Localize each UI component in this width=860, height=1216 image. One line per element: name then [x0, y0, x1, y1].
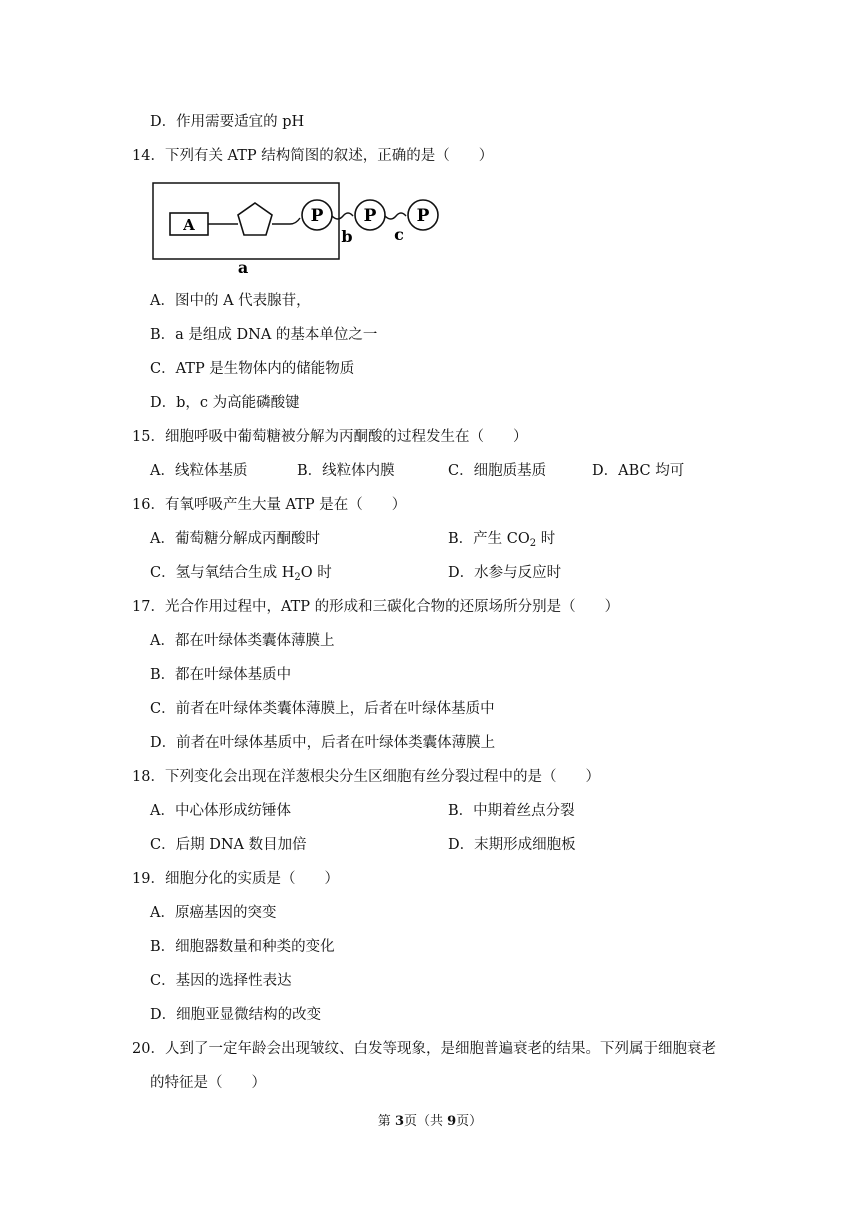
high-energy-bond-c — [385, 213, 406, 219]
q13-option-d: D．作用需要适宜的 pH — [150, 114, 305, 130]
q17-option-c: C．前者在叶绿体类囊体薄膜上，后者在叶绿体基质中 — [150, 701, 495, 717]
q20-stem-line1: 20．人到了一定年龄会出现皱纹、白发等现象，是细胞普遍衰老的结果。下列属于细胞衰老 — [132, 1041, 716, 1057]
q17-stem: 17．光合作用过程中，ATP 的形成和三碳化合物的还原场所分别是（ ） — [132, 599, 620, 615]
q19-option-c: C．基因的选择性表达 — [150, 973, 292, 989]
q19-stem: 19．细胞分化的实质是（ ） — [132, 871, 339, 887]
q14-option-c: C．ATP 是生物体内的储能物质 — [150, 361, 355, 377]
q15-option-c: C．细胞质基质 — [448, 463, 547, 479]
q17-option-d: D．前者在叶绿体基质中，后者在叶绿体类囊体薄膜上 — [150, 735, 496, 751]
q15-stem: 15．细胞呼吸中葡萄糖被分解为丙酮酸的过程发生在（ ） — [132, 429, 528, 445]
phosphate-2-label: P — [363, 206, 377, 226]
q15-option-a: A．线粒体基质 — [150, 463, 248, 479]
q14-option-b: B．a 是组成 DNA 的基本单位之一 — [150, 327, 378, 343]
q19-option-d: D．细胞亚显微结构的改变 — [150, 1007, 322, 1023]
q18-option-a: A．中心体形成纺锤体 — [150, 803, 291, 819]
q16-stem: 16．有氧呼吸产生大量 ATP 是在（ ） — [132, 497, 407, 513]
q16-option-b: B．产生 $CO_2$ 时 — [448, 531, 556, 549]
page-total: 9 — [447, 1114, 457, 1129]
label-c: c — [394, 225, 404, 244]
high-energy-bond-b — [332, 213, 353, 219]
label-a: a — [237, 258, 249, 276]
atp-structure-diagram — [150, 180, 450, 276]
q19-option-a: A．原癌基因的突变 — [150, 905, 277, 921]
q18-option-d: D．末期形成细胞板 — [448, 837, 576, 853]
q20-stem-line2: 的特征是（ ） — [150, 1075, 266, 1091]
q17-option-b: B．都在叶绿体基质中 — [150, 667, 292, 683]
q14-stem: 14．下列有关 ATP 结构简图的叙述，正确的是（ ） — [132, 148, 494, 164]
q16-option-a: A．葡萄糖分解成丙酮酸时 — [150, 531, 320, 547]
q17-option-a: A．都在叶绿体类囊体薄膜上 — [150, 633, 335, 649]
q18-stem: 18．下列变化会出现在洋葱根尖分生区细胞有丝分裂过程中的是（ ） — [132, 769, 600, 785]
q15-option-d: D．ABC 均可 — [592, 463, 685, 479]
q19-option-b: B．细胞器数量和种类的变化 — [150, 939, 335, 955]
phosphate-1-label: P — [310, 206, 324, 226]
ribose-pentagon — [238, 203, 272, 235]
page-footer: 第 3页（共 9页） — [377, 1114, 483, 1129]
label-b: b — [341, 227, 353, 246]
q18-option-c: C．后期 DNA 数目加倍 — [150, 837, 307, 853]
q14-option-a: A．图中的 A 代表腺苷， — [150, 293, 311, 309]
phosphate-3-label: P — [416, 206, 430, 226]
q18-option-b: B．中期着丝点分裂 — [448, 803, 575, 819]
q16-option-d: D．水参与反应时 — [448, 565, 562, 581]
q16-option-c: C．氢与氧结合生成 $H_2O$ 时 — [150, 565, 332, 583]
adenine-label: A — [183, 216, 195, 234]
q14-option-d: D．b，c 为高能磷酸键 — [150, 395, 300, 411]
page-number: 3 — [394, 1114, 404, 1129]
q15-option-b: B．线粒体内膜 — [297, 463, 395, 479]
